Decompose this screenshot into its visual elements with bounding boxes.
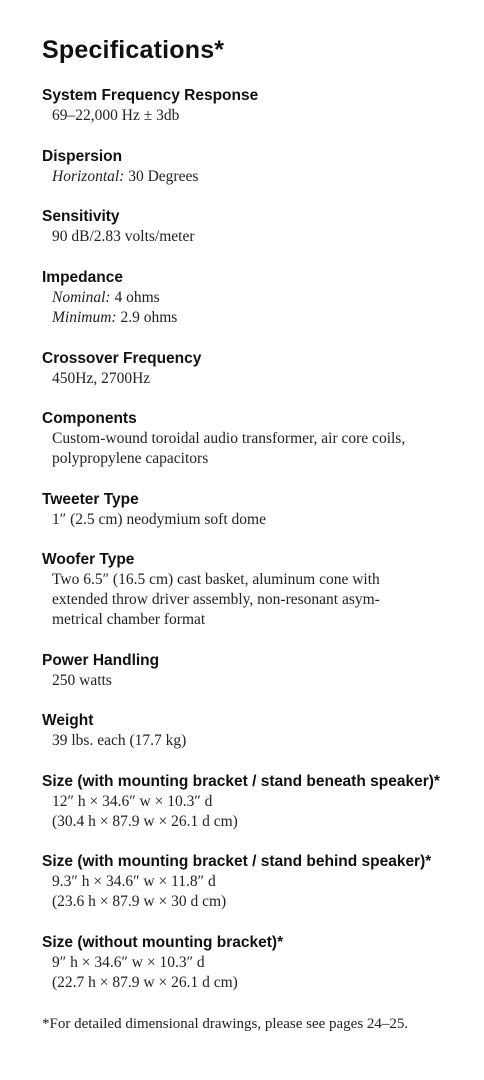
- spec-value: polypropylene capacitors: [52, 450, 209, 468]
- spec-value: 69–22,000 Hz ± 3db: [52, 107, 180, 124]
- spec-size-without-bracket: [42, 933, 472, 993]
- spec-label: Size (with mounting bracket / stand behind speaker)*: [42, 853, 432, 870]
- page-title: Specifications*: [42, 36, 225, 64]
- spec-impedance: [42, 268, 472, 328]
- spec-value: 1″ (2.5 cm) neodymium soft dome: [52, 511, 266, 528]
- spec-value: 250 watts: [52, 672, 112, 689]
- spec-label: Dispersion: [42, 148, 123, 165]
- spec-label: System Frequency Response: [42, 87, 259, 104]
- spec-value: 9.3″ h × 34.6″ w × 11.8″ d: [52, 873, 216, 890]
- spec-value: Horizontal: 30 Degrees: [52, 168, 199, 185]
- spec-label: Power Handling: [42, 652, 160, 669]
- spec-label: Woofer Type: [42, 551, 135, 568]
- spec-value: metrical chamber format: [52, 611, 206, 629]
- spec-label: Tweeter Type: [42, 491, 139, 508]
- spec-components: [42, 409, 472, 469]
- spec-sensitivity: [42, 207, 472, 247]
- spec-value: Minimum: 2.9 ohms: [52, 309, 178, 327]
- spec-label: Impedance: [42, 269, 123, 286]
- spec-size-stand-beneath: [42, 772, 472, 832]
- spec-power-handling: [42, 651, 472, 691]
- spec-tweeter-type: [42, 490, 472, 530]
- spec-value: Nominal: 4 ohms: [52, 289, 160, 306]
- spec-value: (22.7 h × 87.9 w × 26.1 d cm): [52, 974, 238, 992]
- spec-label: Sensitivity: [42, 208, 120, 225]
- spec-size-stand-behind: [42, 852, 472, 912]
- spec-value: 90 dB/2.83 volts/meter: [52, 228, 195, 245]
- spec-woofer-type: [42, 550, 472, 631]
- spec-dispersion: [42, 147, 472, 187]
- footnote: *For detailed dimensional drawings, please see pages 24–25.: [42, 1016, 409, 1032]
- spec-value: Two 6.5″ (16.5 cm) cast basket, aluminum cone with: [52, 571, 380, 588]
- spec-value: 12″ h × 34.6″ w × 10.3″ d: [52, 793, 213, 810]
- spec-value: 39 lbs. each (17.7 kg): [52, 732, 187, 749]
- spec-frequency-response: [42, 86, 472, 126]
- spec-crossover-frequency: [42, 349, 472, 389]
- spec-value: (30.4 h × 87.9 w × 26.1 d cm): [52, 813, 238, 831]
- spec-value: Custom-wound toroidal audio transformer, air core coils,: [52, 430, 406, 447]
- spec-value: 9″ h × 34.6″ w × 10.3″ d: [52, 954, 205, 971]
- spec-label: Weight: [42, 712, 94, 729]
- spec-weight: [42, 711, 472, 751]
- spec-label: Components: [42, 410, 137, 427]
- spec-value: (23.6 h × 87.9 w × 30 d cm): [52, 893, 227, 911]
- spec-label: Crossover Frequency: [42, 350, 202, 367]
- spec-value: 450Hz, 2700Hz: [52, 370, 151, 387]
- spec-label: Size (without mounting bracket)*: [42, 934, 284, 951]
- spec-value: extended throw driver assembly, non-resonant asym-: [52, 591, 380, 609]
- spec-label: Size (with mounting bracket / stand beneath speaker)*: [42, 773, 440, 790]
